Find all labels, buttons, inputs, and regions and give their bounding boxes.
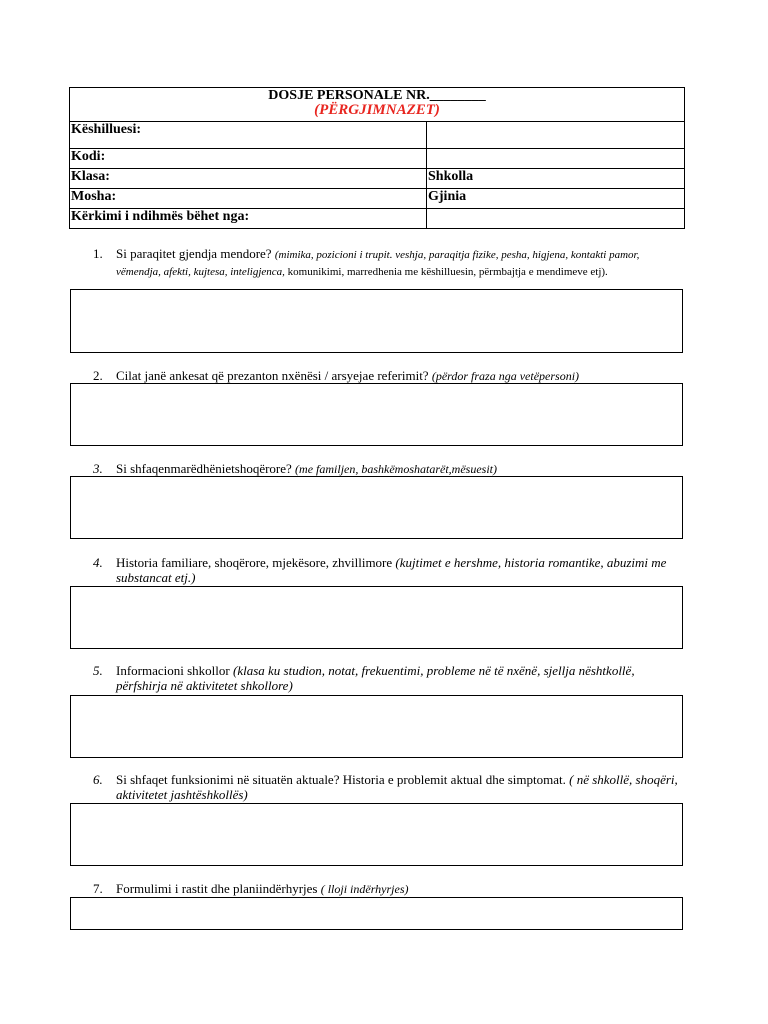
field-label-kerkimi: Kërkimi i ndihmës bëhet nga:	[70, 209, 427, 229]
answer-box-5[interactable]	[70, 695, 683, 758]
question-1	[93, 246, 683, 280]
question-3	[93, 461, 683, 477]
field-value-kerkimi[interactable]	[427, 209, 685, 229]
question-text: Si paraqitet gjendja mendore?	[116, 246, 275, 261]
question-number: 2.	[93, 368, 103, 383]
question-4	[93, 555, 683, 585]
field-label-keshilluesi: Këshilluesi:	[70, 122, 427, 149]
question-hint: ( lloji indërhyrjes)	[320, 882, 409, 896]
question-7	[93, 881, 683, 897]
field-label-kodi: Kodi:	[70, 149, 427, 169]
field-label-gjinia: Gjinia	[427, 189, 685, 209]
question-text: Historia familiare, shoqërore, mjekësore, zhvillimore	[116, 555, 396, 570]
question-text: Informacioni shkollor	[116, 663, 233, 678]
title-cell	[70, 88, 685, 122]
question-tail: komunikimi, marredhenia me këshilluesin, përmbajtja e mendimeve etj).	[287, 266, 608, 278]
question-2	[93, 368, 683, 384]
question-text: Cilat janë ankesat që prezanton nxënësi / arsyejae referimit?	[116, 368, 432, 383]
answer-box-3[interactable]	[70, 476, 683, 539]
question-hint: ( në shkollë, shoqëri, aktivitetet jashtëshkollës)	[116, 772, 678, 802]
question-hint: (mimika, pozicioni i trupit. veshja, paraqitja fizike, pesha, higjena, kontakti pamor, vëmendja, afekti, kujtesa, inteligjenca,	[116, 249, 640, 278]
question-text: Si shfaqenmarëdhënietshoqërore?	[116, 461, 296, 476]
question-number: 7.	[93, 881, 103, 896]
question-hint: (kujtimet e hershme, historia romantike, abuzimi me substancat etj.)	[116, 555, 667, 585]
answer-box-4[interactable]	[70, 586, 683, 649]
answer-box-1[interactable]	[70, 289, 683, 353]
question-number: 6.	[93, 772, 103, 787]
header-table	[69, 87, 685, 229]
question-6	[93, 772, 683, 802]
answer-box-6[interactable]	[70, 803, 683, 866]
question-number: 5.	[93, 663, 103, 678]
field-label-klasa: Klasa:	[70, 169, 427, 189]
field-label-mosha: Mosha:	[70, 189, 427, 209]
question-hint: (përdor fraza nga vetëpersoni)	[431, 369, 580, 383]
question-number: 3.	[93, 461, 103, 476]
question-hint: (klasa ku studion, notat, frekuentimi, probleme në të nxënë, sjellja nështkollë, përfshirja në aktivitetet shkollore)	[116, 663, 635, 693]
question-text: Si shfaqet funksionimi në situatën aktuale? Historia e problemit aktual dhe simptomat.	[116, 772, 570, 787]
question-hint: (me familjen, bashkëmoshatarët,mësuesit)	[295, 462, 498, 476]
question-5	[93, 663, 683, 693]
field-value-kodi[interactable]	[427, 149, 685, 169]
question-text: Formulimi i rastit dhe planiindërhyrjes	[116, 881, 321, 896]
question-number: 1.	[93, 246, 103, 261]
field-value-keshilluesi[interactable]	[427, 122, 685, 149]
field-label-shkolla: Shkolla	[427, 169, 685, 189]
document-subtitle: (PËRGJIMNAZET)	[314, 102, 440, 118]
question-number: 4.	[93, 555, 103, 570]
document-title: DOSJE PERSONALE NR.________	[268, 88, 486, 103]
answer-box-2[interactable]	[70, 383, 683, 446]
answer-box-7[interactable]	[70, 897, 683, 930]
